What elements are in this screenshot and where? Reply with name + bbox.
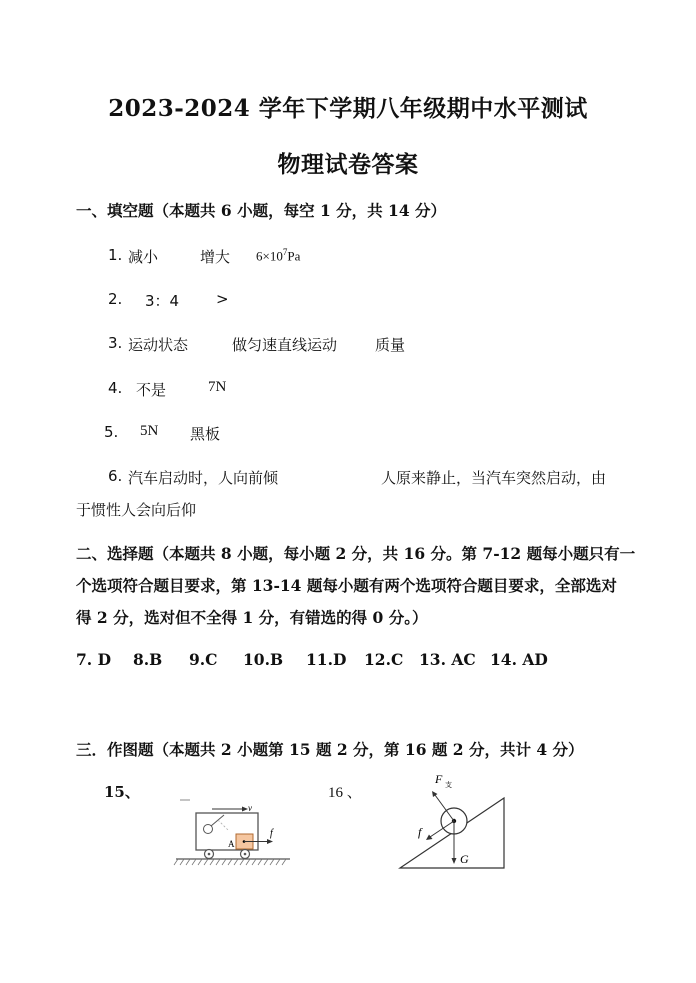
section2-heading-line1: 二、选择题（本题共 8 小题，每小题 2 分，共 16 分。第 7-12 题每小题只有一 (76, 544, 636, 563)
q5-answer-b: 黑板 (190, 425, 221, 443)
support-force-arrow (432, 791, 438, 797)
mc-answer-13: 13. AC (419, 650, 476, 669)
q15-label: 15、 (104, 783, 140, 801)
velocity-label: v (248, 803, 252, 813)
section3-heading: 三．作图题（本题共 2 小题第 15 题 2 分，第 16 题 2 分，共计 4 分） (76, 740, 584, 759)
mc-answer-10: 10.B (243, 650, 284, 669)
q5-answer-a: 5N (140, 423, 159, 439)
friction-label: f (270, 828, 273, 839)
q5-number: 5. (104, 423, 119, 441)
q3-number: 3. (108, 334, 123, 352)
figure-15-cart (168, 796, 298, 870)
q1-number: 1. (108, 246, 123, 264)
q1-answer-c: $6\times 10^7Pa$ (256, 247, 301, 264)
friction-arrow-incline (426, 835, 433, 841)
q1-answer-a: 减小 (128, 248, 159, 266)
q2-answer-a: 3：4 (145, 292, 180, 310)
mc-answer-11: 11.D (306, 650, 347, 669)
q6-answer-c: 于惯性人会向后仰 (76, 501, 197, 519)
mc-answer-7: 7. D (76, 650, 112, 669)
q4-answer-b: 7N (208, 379, 227, 395)
mc-answer-14: 14. AD (490, 650, 548, 669)
mc-answer-12: 12.C (364, 650, 404, 669)
friction-label-incline: f (418, 825, 422, 839)
q4-answer-a: 不是 (136, 381, 167, 399)
page-subtitle: 物理试卷答案 (277, 151, 419, 178)
mc-answer-8: 8.B (133, 650, 163, 669)
section1-heading: 一、填空题（本题共 6 小题，每空 1 分，共 14 分） (76, 201, 447, 220)
q4-number: 4. (108, 379, 123, 397)
page-title: 2023-2024 学年下学期八年级期中水平测试 (108, 95, 588, 122)
section2-heading-line3: 得 2 分，选对但不全得 1 分，有错选的得 0 分。） (76, 608, 428, 627)
figure-16-incline (396, 770, 508, 872)
q3-answer-c: 质量 (375, 336, 406, 354)
block-a-label: A (228, 839, 235, 849)
q6-number: 6. (108, 467, 123, 485)
support-force-label: F (435, 772, 443, 786)
q6-answer-a: 汽车启动时，人向前倾 (128, 469, 279, 487)
q1-answer-b: 增大 (200, 248, 231, 266)
q3-answer-a: 运动状态 (128, 336, 189, 354)
support-force-subscript: 支 (445, 781, 452, 789)
q6-answer-b: 人原来静止，当汽车突然启动，由 (381, 469, 607, 487)
mc-answer-9: 9.C (189, 650, 218, 669)
q2-answer-b: > (216, 290, 229, 308)
q2-number: 2. (108, 290, 123, 308)
gravity-label: G (460, 852, 469, 866)
q16-label: 16 、 (328, 785, 362, 801)
section2-heading-line2: 个选项符合题目要求，第 13-14 题每小题有两个选项符合题目要求，全部选对 (76, 576, 617, 595)
q3-answer-b: 做匀速直线运动 (232, 336, 338, 354)
